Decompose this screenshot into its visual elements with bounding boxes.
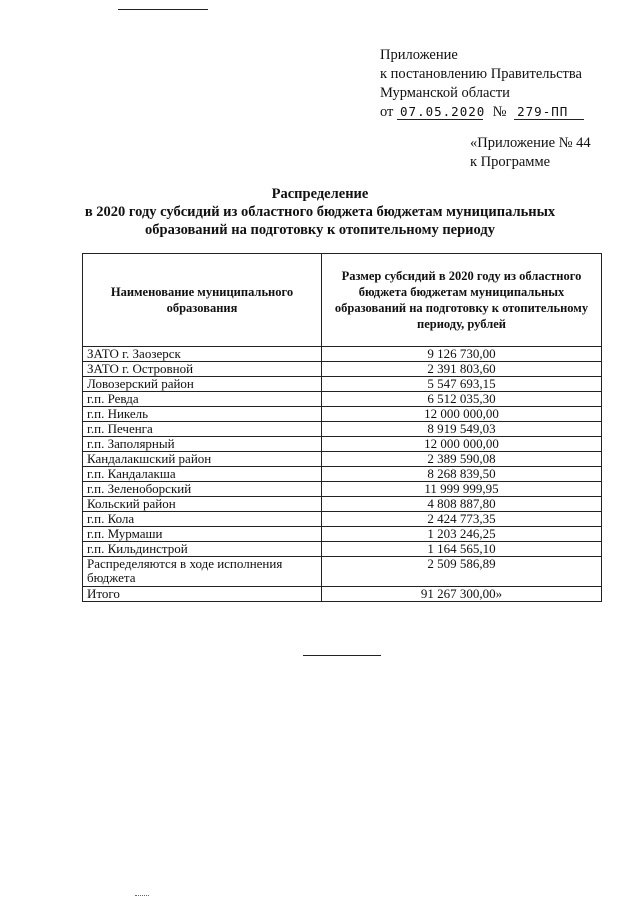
municipality-name: г.п. Кандалакша bbox=[83, 467, 322, 482]
municipality-name: г.п. Никель bbox=[83, 407, 322, 422]
municipality-name: ЗАТО г. Островной bbox=[83, 362, 322, 377]
document-title bbox=[60, 185, 580, 239]
subsidy-amount: 8 919 549,03 bbox=[322, 422, 602, 437]
table-row bbox=[83, 362, 602, 377]
title-line-3: образований на подготовку к отопительному периоду bbox=[145, 222, 495, 238]
subsidy-amount: 2 509 586,89 bbox=[322, 557, 602, 587]
approval-block bbox=[380, 46, 584, 122]
table-row bbox=[83, 452, 602, 467]
header-amount: Размер субсидий в 2020 году из областного бюджета бюджетам муниципальных образований на подготовку к отопительному периоду, рублей bbox=[322, 254, 602, 347]
municipality-name: Кандалакшский район bbox=[83, 452, 322, 467]
approval-line-2: к постановлению Правительства bbox=[380, 66, 582, 82]
subsidy-amount: 4 808 887,80 bbox=[322, 497, 602, 512]
annex-line-2: к Программе bbox=[470, 154, 551, 170]
municipality-name: г.п. Зеленоборский bbox=[83, 482, 322, 497]
header-municipality: Наименование муниципального образования bbox=[83, 254, 322, 347]
municipality-name: г.п. Мурмаши bbox=[83, 527, 322, 542]
table-row bbox=[83, 542, 602, 557]
subsidy-amount: 6 512 035,30 bbox=[322, 392, 602, 407]
municipality-name: г.п. Кильдинстрой bbox=[83, 542, 322, 557]
table-row bbox=[83, 497, 602, 512]
subsidy-amount: 11 999 999,95 bbox=[322, 482, 602, 497]
municipality-name: ЗАТО г. Заозерск bbox=[83, 347, 322, 362]
approval-line-1: Приложение bbox=[380, 47, 458, 63]
subsidy-amount: 5 547 693,15 bbox=[322, 377, 602, 392]
subsidy-amount: 2 391 803,60 bbox=[322, 362, 602, 377]
from-label: от bbox=[380, 104, 394, 120]
total-label: Итого bbox=[83, 587, 322, 602]
annex-line-1: «Приложение № 44 bbox=[470, 135, 591, 151]
approval-date: 07.05.2020 bbox=[397, 105, 483, 120]
table-row bbox=[83, 437, 602, 452]
table-row bbox=[83, 347, 602, 362]
annex-block bbox=[470, 134, 591, 172]
top-rule bbox=[118, 9, 208, 10]
municipality-name: г.п. Ревда bbox=[83, 392, 322, 407]
table-row bbox=[83, 557, 602, 587]
table-row bbox=[83, 482, 602, 497]
table-row bbox=[83, 527, 602, 542]
end-rule bbox=[303, 655, 381, 656]
subsidy-amount: 8 268 839,50 bbox=[322, 467, 602, 482]
approval-number: 279-ПП bbox=[514, 105, 584, 120]
subsidy-amount: 12 000 000,00 bbox=[322, 437, 602, 452]
municipality-name: Кольский район bbox=[83, 497, 322, 512]
approval-line-3: Мурманской области bbox=[380, 85, 510, 101]
title-line-2: в 2020 году субсидий из областного бюджета бюджетам муниципальных bbox=[84, 204, 556, 220]
table-row bbox=[83, 422, 602, 437]
table-row bbox=[83, 377, 602, 392]
title-line-1: Распределение bbox=[271, 186, 369, 202]
subsidy-amount: 12 000 000,00 bbox=[322, 407, 602, 422]
subsidy-amount: 1 203 246,25 bbox=[322, 527, 602, 542]
table-total-row bbox=[83, 587, 602, 602]
subsidy-amount: 9 126 730,00 bbox=[322, 347, 602, 362]
table-row bbox=[83, 467, 602, 482]
scan-artifact bbox=[135, 895, 149, 896]
subsidy-amount: 2 389 590,08 bbox=[322, 452, 602, 467]
subsidies-table bbox=[82, 253, 602, 602]
municipality-name: Ловозерский район bbox=[83, 377, 322, 392]
table-row bbox=[83, 392, 602, 407]
approval-date-line bbox=[380, 103, 584, 122]
subsidy-amount: 2 424 773,35 bbox=[322, 512, 602, 527]
subsidy-amount: 1 164 565,10 bbox=[322, 542, 602, 557]
table-row bbox=[83, 407, 602, 422]
municipality-name: Распределяются в ходе исполнения бюджета bbox=[83, 557, 322, 587]
municipality-name: г.п. Кола bbox=[83, 512, 322, 527]
table-row bbox=[83, 512, 602, 527]
municipality-name: г.п. Печенга bbox=[83, 422, 322, 437]
municipality-name: г.п. Заполярный bbox=[83, 437, 322, 452]
number-sign: № bbox=[492, 104, 507, 120]
table-header-row bbox=[83, 254, 602, 347]
total-amount: 91 267 300,00» bbox=[322, 587, 602, 602]
